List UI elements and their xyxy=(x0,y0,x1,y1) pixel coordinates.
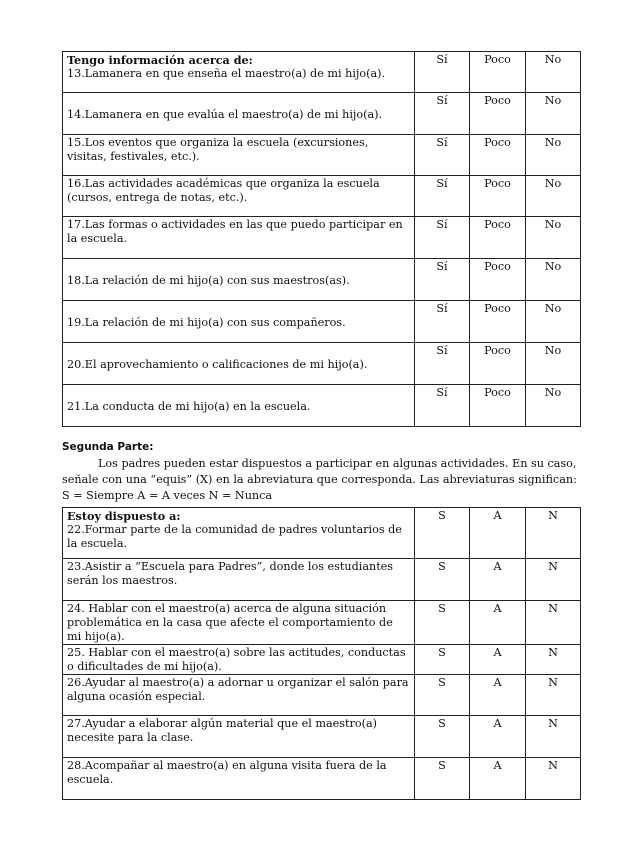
part1-header: Tengo información acerca de: xyxy=(67,53,253,67)
option-no[interactable]: No xyxy=(526,343,581,385)
option-si[interactable]: Sí xyxy=(415,343,470,385)
option-poco[interactable]: Poco xyxy=(470,259,526,301)
question-text: 23.Asistir a “Escuela para Padres”, donde los estudiantes serán los maestros. xyxy=(67,560,394,587)
option-poco[interactable]: Poco xyxy=(470,135,526,176)
question-cell xyxy=(63,135,415,176)
option-poco[interactable]: Poco xyxy=(470,385,526,427)
instructions-line: señale con una “equis” (X) en la abreviatura que corresponda. Las abreviaturas significan: xyxy=(62,473,577,486)
option-no[interactable]: No xyxy=(526,385,581,427)
table-row xyxy=(63,343,581,385)
question-cell xyxy=(63,385,415,427)
table-row xyxy=(63,601,581,645)
table-row xyxy=(63,675,581,716)
question-text: 16.Las actividades académicas que organiza la escuela (cursos, entrega de notas, etc.). xyxy=(67,177,380,204)
instructions-line: Los padres pueden estar dispuestos a participar en algunas actividades. En su caso, xyxy=(98,457,577,470)
option-no[interactable]: No xyxy=(526,217,581,259)
question-cell xyxy=(63,93,415,135)
option-no[interactable]: No xyxy=(526,135,581,176)
option-poco[interactable]: Poco xyxy=(470,301,526,343)
section-title: Segunda Parte: xyxy=(62,441,154,453)
question-cell xyxy=(63,601,415,645)
option-no[interactable]: No xyxy=(526,176,581,217)
option-no[interactable]: No xyxy=(526,259,581,301)
question-cell xyxy=(63,716,415,758)
question-cell xyxy=(63,52,415,93)
option-n[interactable]: N xyxy=(526,508,581,559)
table-row xyxy=(63,176,581,217)
option-no[interactable]: No xyxy=(526,52,581,93)
option-si[interactable]: Sí xyxy=(415,135,470,176)
table-row xyxy=(63,135,581,176)
option-poco[interactable]: Poco xyxy=(470,343,526,385)
abbreviation-legend: S = Siempre A = A veces N = Nunca xyxy=(62,489,273,502)
question-text: 20.El aprovechamiento o calificaciones de mi hijo(a). xyxy=(67,358,368,371)
question-text: 18.La relación de mi hijo(a) con sus maestros(as). xyxy=(67,274,350,287)
table-row xyxy=(63,645,581,675)
question-text: 22.Formar parte de la comunidad de padres voluntarios de la escuela. xyxy=(67,523,402,550)
option-si[interactable]: Sí xyxy=(415,52,470,93)
option-si[interactable]: Sí xyxy=(415,385,470,427)
table-row xyxy=(63,508,581,559)
question-text: 21.La conducta de mi hijo(a) en la escuela. xyxy=(67,400,311,413)
option-poco[interactable]: Poco xyxy=(470,176,526,217)
option-si[interactable]: Sí xyxy=(415,176,470,217)
question-text: 26.Ayudar al maestro(a) a adornar u organizar el salón para alguna ocasión especial. xyxy=(67,676,409,703)
option-s[interactable]: S xyxy=(415,645,470,675)
question-text: 13.Lamanera en que enseña el maestro(a) de mi hijo(a). xyxy=(67,67,386,80)
option-a[interactable]: A xyxy=(470,716,526,758)
question-cell xyxy=(63,217,415,259)
option-si[interactable]: Sí xyxy=(415,259,470,301)
table-row xyxy=(63,52,581,93)
option-si[interactable]: Sí xyxy=(415,301,470,343)
question-text: 28.Acompañar al maestro(a) en alguna visita fuera de la escuela. xyxy=(67,759,387,786)
question-cell xyxy=(63,176,415,217)
option-no[interactable]: No xyxy=(526,93,581,135)
question-text: 27.Ayudar a elaborar algún material que el maestro(a) necesite para la clase. xyxy=(67,717,378,744)
table-row xyxy=(63,93,581,135)
table-row xyxy=(63,259,581,301)
question-cell xyxy=(63,259,415,301)
option-si[interactable]: Sí xyxy=(415,93,470,135)
option-n[interactable]: N xyxy=(526,645,581,675)
option-s[interactable]: S xyxy=(415,675,470,716)
option-poco[interactable]: Poco xyxy=(470,93,526,135)
question-cell xyxy=(63,508,415,559)
part2-table xyxy=(62,507,581,800)
option-n[interactable]: N xyxy=(526,559,581,601)
question-text: 14.Lamanera en que evalúa el maestro(a) de mi hijo(a). xyxy=(67,108,383,121)
table-row xyxy=(63,716,581,758)
option-s[interactable]: S xyxy=(415,716,470,758)
option-a[interactable]: A xyxy=(470,758,526,800)
part1-table xyxy=(62,51,581,427)
option-n[interactable]: N xyxy=(526,716,581,758)
table-row xyxy=(63,758,581,800)
option-n[interactable]: N xyxy=(526,758,581,800)
question-text: 17.Las formas o actividades en las que puedo participar en la escuela. xyxy=(67,218,403,245)
option-s[interactable]: S xyxy=(415,601,470,645)
question-text: 25. Hablar con el maestro(a) sobre las actitudes, conductas o dificultades de mi hijo(a). xyxy=(67,646,406,673)
table-row xyxy=(63,559,581,601)
option-si[interactable]: Sí xyxy=(415,217,470,259)
option-s[interactable]: S xyxy=(415,559,470,601)
table-row xyxy=(63,217,581,259)
option-a[interactable]: A xyxy=(470,645,526,675)
question-cell xyxy=(63,758,415,800)
question-cell xyxy=(63,645,415,675)
question-text: 15.Los eventos que organiza la escuela (excursiones, visitas, festivales, etc.). xyxy=(67,136,369,163)
option-no[interactable]: No xyxy=(526,301,581,343)
option-n[interactable]: N xyxy=(526,675,581,716)
question-cell xyxy=(63,343,415,385)
option-s[interactable]: S xyxy=(415,758,470,800)
question-text: 19.La relación de mi hijo(a) con sus compañeros. xyxy=(67,316,346,329)
option-poco[interactable]: Poco xyxy=(470,217,526,259)
option-a[interactable]: A xyxy=(470,508,526,559)
question-cell xyxy=(63,675,415,716)
instructions-paragraph xyxy=(62,456,582,504)
option-a[interactable]: A xyxy=(470,675,526,716)
table-row xyxy=(63,385,581,427)
question-cell xyxy=(63,301,415,343)
question-cell xyxy=(63,559,415,601)
option-a[interactable]: A xyxy=(470,601,526,645)
part2-header: Estoy dispuesto a: xyxy=(67,509,181,523)
option-s[interactable]: S xyxy=(415,508,470,559)
question-text: 24. Hablar con el maestro(a) acerca de alguna situación problemática en la casa que afecte el comportamiento de mi hijo(a). xyxy=(67,602,393,643)
option-a[interactable]: A xyxy=(470,559,526,601)
option-n[interactable]: N xyxy=(526,601,581,645)
option-poco[interactable]: Poco xyxy=(470,52,526,93)
table-row xyxy=(63,301,581,343)
